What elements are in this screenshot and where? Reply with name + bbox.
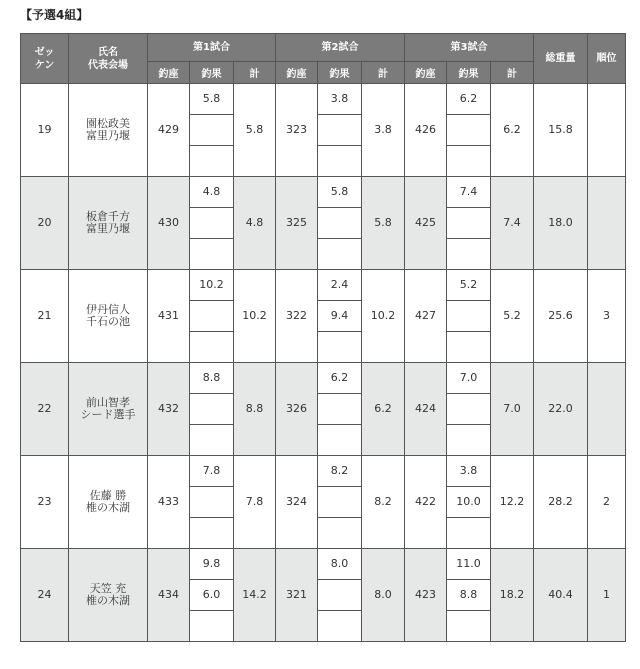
catch-cell <box>447 425 491 456</box>
angler-name: 天笠 充 <box>89 582 127 595</box>
table-row <box>21 456 626 487</box>
name-cell <box>69 177 148 270</box>
catch-cell: 7.8 <box>190 456 234 487</box>
venue-name: 富里乃堰 <box>86 129 130 142</box>
catch-cell <box>447 332 491 363</box>
catch-cell: 5.8 <box>190 84 234 115</box>
catch-cell: 10.2 <box>190 270 234 301</box>
catch-cell <box>318 115 362 146</box>
grand-total-cell: 15.8 <box>534 84 588 177</box>
catch-cell <box>447 518 491 549</box>
venue-name: 椎の木湖 <box>86 501 130 514</box>
table-body <box>21 84 626 642</box>
rank-cell: 2 <box>588 456 626 549</box>
catch-cell: 7.4 <box>447 177 491 208</box>
seat-cell: 422 <box>405 456 447 549</box>
seat-cell: 424 <box>405 363 447 456</box>
angler-name: 板倉千方 <box>86 210 130 223</box>
seat-cell: 427 <box>405 270 447 363</box>
catch-cell <box>318 332 362 363</box>
catch-cell <box>190 611 234 642</box>
seat-cell: 322 <box>276 270 318 363</box>
seat-cell: 323 <box>276 84 318 177</box>
angler-name: 佐藤 勝 <box>89 489 127 502</box>
catch-cell: 6.2 <box>447 84 491 115</box>
catch-header: 釣果 <box>447 62 491 84</box>
catch-cell: 8.8 <box>190 363 234 394</box>
name-cell <box>69 270 148 363</box>
catch-cell: 8.8 <box>447 580 491 611</box>
zekken-cell: 19 <box>21 84 69 177</box>
group-title: 【予選4組】 <box>20 8 89 22</box>
seat-cell: 430 <box>148 177 190 270</box>
seat-cell: 324 <box>276 456 318 549</box>
game-total-cell: 10.2 <box>362 270 405 363</box>
catch-cell: 10.0 <box>447 487 491 518</box>
catch-cell: 11.0 <box>447 549 491 580</box>
catch-cell <box>447 146 491 177</box>
catch-cell <box>318 208 362 239</box>
catch-cell <box>318 580 362 611</box>
grand-total-cell: 25.6 <box>534 270 588 363</box>
catch-cell <box>190 518 234 549</box>
total-header: 計 <box>234 62 276 84</box>
zekken-header: ゼッ ケン <box>21 34 69 84</box>
game-total-cell: 18.2 <box>491 549 534 642</box>
catch-cell <box>190 425 234 456</box>
catch-cell <box>318 239 362 270</box>
catch-cell <box>318 146 362 177</box>
grand-total-cell: 40.4 <box>534 549 588 642</box>
catch-cell <box>447 611 491 642</box>
catch-cell: 9.4 <box>318 301 362 332</box>
name-cell <box>69 549 148 642</box>
catch-cell: 8.0 <box>318 549 362 580</box>
catch-cell <box>190 487 234 518</box>
table-row <box>21 363 626 394</box>
seat-cell: 429 <box>148 84 190 177</box>
catch-cell: 8.2 <box>318 456 362 487</box>
seat-cell: 434 <box>148 549 190 642</box>
catch-cell <box>447 208 491 239</box>
seat-cell: 321 <box>276 549 318 642</box>
seat-cell: 425 <box>405 177 447 270</box>
catch-cell: 3.8 <box>447 456 491 487</box>
rank-cell <box>588 177 626 270</box>
venue-name: 富里乃堰 <box>86 222 130 235</box>
table-row <box>21 84 626 115</box>
seat-cell: 325 <box>276 177 318 270</box>
table-row <box>21 549 626 580</box>
game-total-cell: 7.8 <box>234 456 276 549</box>
catch-cell: 2.4 <box>318 270 362 301</box>
table-header <box>21 34 626 84</box>
name-cell <box>69 456 148 549</box>
total-header: 計 <box>491 62 534 84</box>
game-total-cell: 5.2 <box>491 270 534 363</box>
catch-cell <box>190 239 234 270</box>
results-table <box>20 33 626 642</box>
name-cell <box>69 84 148 177</box>
zekken-cell: 22 <box>21 363 69 456</box>
catch-cell: 6.0 <box>190 580 234 611</box>
seat-cell: 432 <box>148 363 190 456</box>
game-total-cell: 6.2 <box>362 363 405 456</box>
catch-header: 釣果 <box>190 62 234 84</box>
catch-cell <box>447 239 491 270</box>
game-total-cell: 7.4 <box>491 177 534 270</box>
game-total-cell: 5.8 <box>234 84 276 177</box>
zekken-cell: 23 <box>21 456 69 549</box>
table-row <box>21 270 626 301</box>
rank-cell: 1 <box>588 549 626 642</box>
grand-total-cell: 28.2 <box>534 456 588 549</box>
rank-cell: 3 <box>588 270 626 363</box>
game-total-cell: 10.2 <box>234 270 276 363</box>
catch-cell: 6.2 <box>318 363 362 394</box>
catch-cell <box>190 332 234 363</box>
zekken-cell: 24 <box>21 549 69 642</box>
catch-cell <box>190 208 234 239</box>
seat-cell: 433 <box>148 456 190 549</box>
rank-header: 順位 <box>588 34 626 84</box>
game-total-cell: 3.8 <box>362 84 405 177</box>
grand-total-cell: 22.0 <box>534 363 588 456</box>
catch-cell: 3.8 <box>318 84 362 115</box>
venue-name: 椎の木湖 <box>86 594 130 607</box>
catch-cell <box>190 394 234 425</box>
rank-cell <box>588 363 626 456</box>
angler-name: 園松政美 <box>86 117 130 130</box>
game-total-cell: 8.8 <box>234 363 276 456</box>
game-total-cell: 6.2 <box>491 84 534 177</box>
game-2-header: 第2試合 <box>276 34 405 62</box>
zekken-cell: 21 <box>21 270 69 363</box>
game-total-cell: 7.0 <box>491 363 534 456</box>
catch-cell <box>318 611 362 642</box>
game-total-cell: 4.8 <box>234 177 276 270</box>
zekken-cell: 20 <box>21 177 69 270</box>
name-cell <box>69 363 148 456</box>
catch-cell <box>318 425 362 456</box>
game-total-cell: 8.2 <box>362 456 405 549</box>
seat-cell: 326 <box>276 363 318 456</box>
game-total-cell: 14.2 <box>234 549 276 642</box>
catch-cell: 5.2 <box>447 270 491 301</box>
seat-cell: 423 <box>405 549 447 642</box>
name-header: 氏名 代表会場 <box>69 34 148 84</box>
seat-header: 釣座 <box>148 62 190 84</box>
catch-cell <box>190 146 234 177</box>
game-1-header: 第1試合 <box>148 34 276 62</box>
angler-name: 伊丹信人 <box>86 303 130 316</box>
catch-cell <box>318 487 362 518</box>
catch-cell <box>318 394 362 425</box>
seat-header: 釣座 <box>276 62 318 84</box>
seat-header: 釣座 <box>405 62 447 84</box>
angler-name: 前山智孝 <box>86 396 130 409</box>
catch-cell: 5.8 <box>318 177 362 208</box>
grand-total-cell: 18.0 <box>534 177 588 270</box>
catch-cell <box>190 301 234 332</box>
venue-name: 千石の池 <box>86 315 130 328</box>
catch-cell: 7.0 <box>447 363 491 394</box>
game-total-cell: 5.8 <box>362 177 405 270</box>
seat-cell: 431 <box>148 270 190 363</box>
catch-cell <box>190 115 234 146</box>
grand-total-header: 総重量 <box>534 34 588 84</box>
game-3-header: 第3試合 <box>405 34 534 62</box>
total-header: 計 <box>362 62 405 84</box>
catch-cell: 4.8 <box>190 177 234 208</box>
venue-name: シード選手 <box>80 408 136 421</box>
game-total-cell: 12.2 <box>491 456 534 549</box>
catch-cell <box>447 394 491 425</box>
catch-cell <box>318 518 362 549</box>
catch-cell: 9.8 <box>190 549 234 580</box>
catch-cell <box>447 301 491 332</box>
seat-cell: 426 <box>405 84 447 177</box>
game-total-cell: 8.0 <box>362 549 405 642</box>
rank-cell <box>588 84 626 177</box>
catch-header: 釣果 <box>318 62 362 84</box>
table-row <box>21 177 626 208</box>
catch-cell <box>447 115 491 146</box>
